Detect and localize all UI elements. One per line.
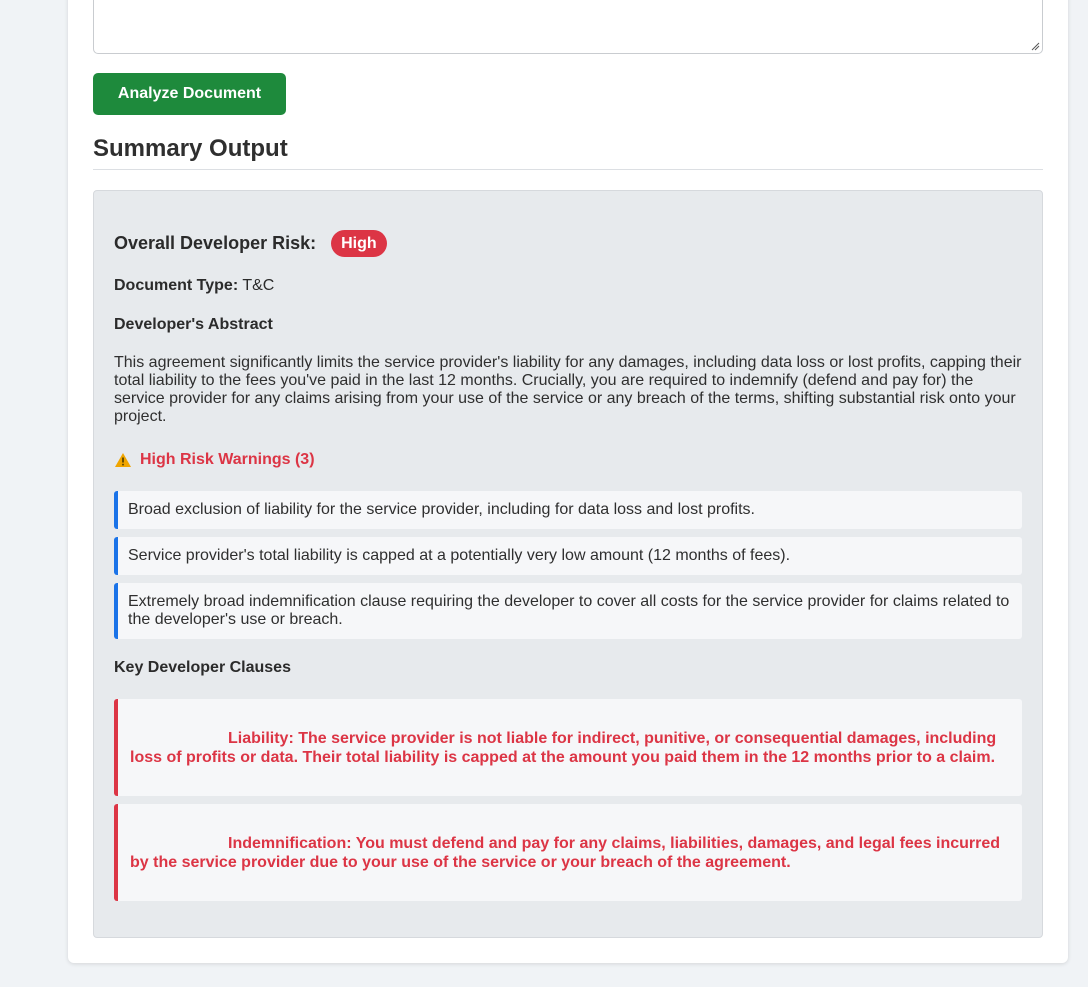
clause-item [114,804,1022,901]
overall-risk-row [114,230,387,257]
resize-grip-icon[interactable] [1030,41,1040,51]
warning-item: Service provider's total liability is capped at a potentially very low amount (12 months of fees). [114,537,1022,575]
warning-item: Broad exclusion of liability for the service provider, including for data loss and lost profits. [114,491,1022,529]
summary-panel [93,190,1043,938]
summary-output-title: Summary Output [93,135,1043,170]
risk-level-badge: High [331,230,387,257]
clause-title: Liability: [228,730,294,747]
warning-triangle-icon [114,452,132,468]
main-card [68,0,1068,963]
document-textarea[interactable] [93,0,1043,54]
clauses-heading: Key Developer Clauses [114,659,291,676]
abstract-heading: Developer's Abstract [114,316,273,333]
document-type-value: T&C [242,277,275,294]
abstract-text: This agreement significantly limits the service provider's liability for any damages, including data loss or lost profits, capping their total liability to the fees you've paid in the last 12 months. Crucially, you are required to indemnify (defend and pay for) the service provider for any claims arising from your use of the service or any breach of the terms, shifting substantial risk onto your project. [114,354,1022,425]
overall-risk-label: Overall Developer Risk: [114,233,317,253]
clause-item [114,699,1022,796]
analyze-document-button[interactable]: Analyze Document [93,73,286,115]
document-type [114,277,274,295]
warnings-heading [114,451,315,469]
document-type-label: Document Type: [114,277,239,294]
warning-item: Extremely broad indemnification clause requiring the developer to cover all costs for the service provider for claims related to the developer's use or breach. [114,583,1022,639]
clause-text: You must defend and pay for any claims, liabilities, damages, and legal fees incurred by the service provider due to your use of the service or your breach of the agreement. [130,835,1001,871]
warnings-heading-text: High Risk Warnings (3) [140,451,315,468]
clause-title: Indemnification: [228,835,352,852]
clause-text: The service provider is not liable for indirect, punitive, or consequential damages, including loss of profits or data. Their total liability is capped at the amount you paid them in the 12 months prior to a claim. [130,730,997,766]
